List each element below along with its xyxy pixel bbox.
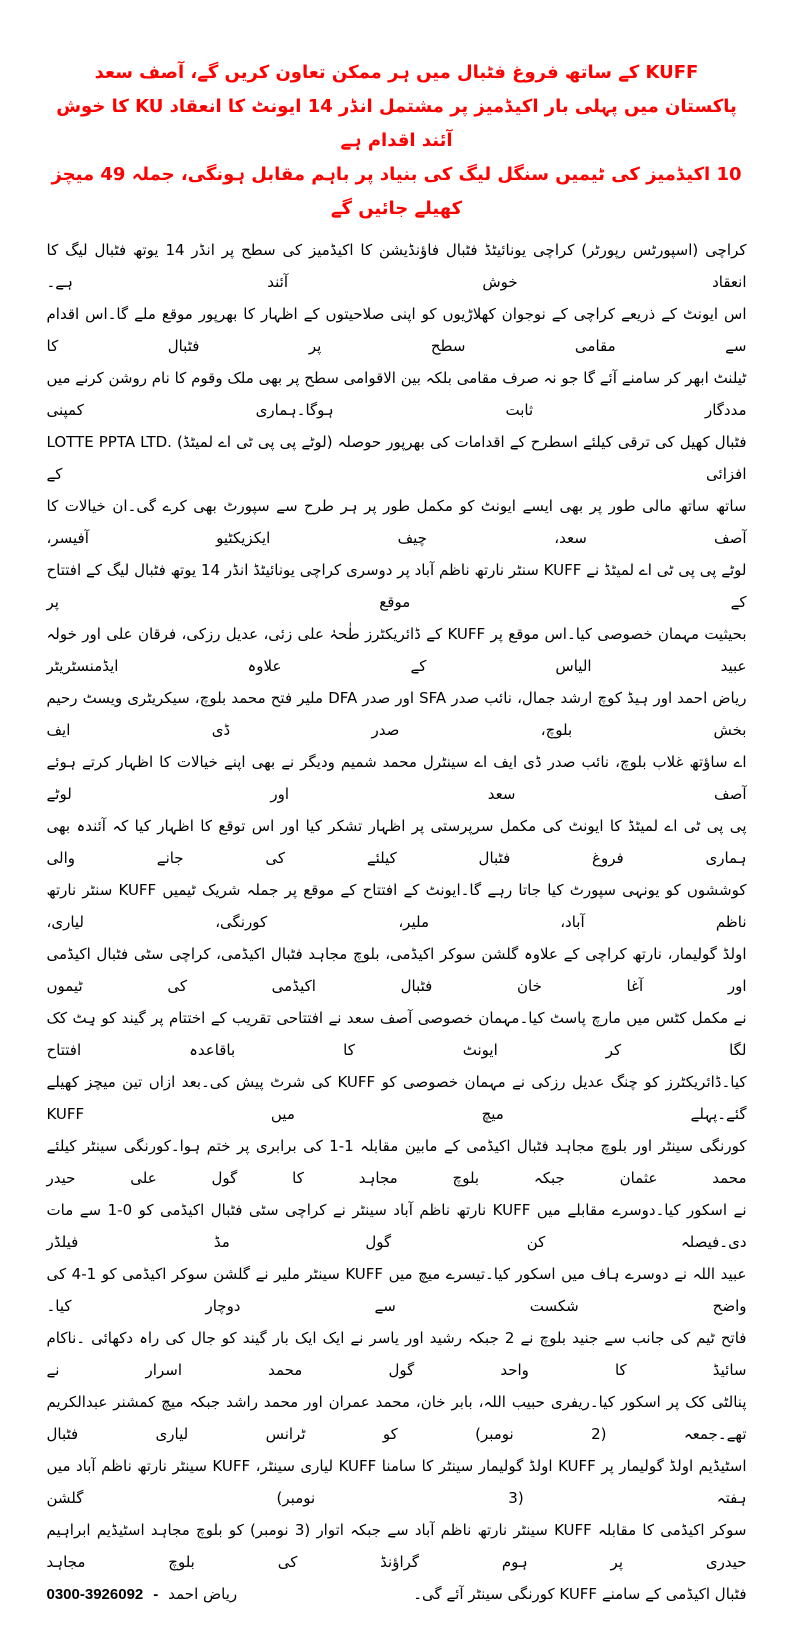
byline-separator: -	[153, 1586, 159, 1603]
article-footer	[47, 1578, 747, 1611]
article-line: کیا۔ڈائریکٹرز کو چنگ عدیل رزکی نے مہمان خصوصی کو KUFF کی شرٹ پیش کی۔بعد ازاں تین میچز کھیلے گئے۔پہلے میچ میں KUFF	[46, 1073, 747, 1123]
headline-sub-2: 10 اکیڈمیز کی ٹیمیں سنگل لیگ کی بنیاد پر باہم مقابل ہونگی، جملہ 49 میچز کھیلے جائیں گے	[51, 164, 742, 219]
article-line: LOTTE PPTA LTD. (لوٹے پی پی ٹی اے لمیٹڈ) فٹبال کھیل کی ترقی کیلئے اسطرح کے اقدامات کی بھرپور حوصلہ افزائی کے	[46, 433, 747, 483]
article-line: نے مکمل کٹس میں مارچ پاسٹ کیا۔مہمان خصوصی آصف سعد نے افتتاحی تقریب کے اختتام پر گیند کو ہِٹ کک لگا کر ایونٹ کا باقاعدہ افتتاح	[46, 1009, 747, 1059]
article-line: سوکر اکیڈمی کا مقابلہ KUFF سینٹر نارتھ ناظم آباد سے جبکہ اتوار (3 نومبر) کو بلوچ مجاہد اسٹیڈیم ابراہیم حیدری پر ہوم گراؤنڈ کی بلوچ مجاہد	[46, 1521, 747, 1571]
news-article-page	[47, 0, 747, 1651]
article-line: نے اسکور کیا۔دوسرے مقابلے میں KUFF نارتھ ناظم آباد سینٹر نے کراچی سٹی فٹبال اکیڈمی کو 0-1 سے مات دی۔فیصلہ کن گول مڈ فیلڈر	[46, 1201, 747, 1251]
headlines-block	[47, 56, 747, 226]
article-line: ریاض احمد اور ہیڈ کوچ ارشد جمال، نائب صدر SFA اور صدر DFA ملیر فتح محمد بلوچ، سیکریٹری ویسٹ رحیم بخش بلوچ، صدر ڈی ایف	[46, 689, 747, 739]
article-line: کورنگی سینٹر اور بلوچ مجاہد فٹبال اکیڈمی کے مابین مقابلہ 1-1 کی برابری پر ختم ہوا۔کورنگی سینٹر کیلئے محمد عثمان جبکہ بلوچ مجاہد کا گول علی حیدر	[46, 1137, 747, 1187]
article-closing-line: فٹبال اکیڈمی کے سامنے KUFF کورنگی سینٹر آئے گی۔	[413, 1585, 747, 1603]
article-line: ساتھ ساتھ مالی طور پر بھی ایسے ایونٹ کو مکمل طور پر ہر طرح سے سپورٹ بھی کرے گی۔ان خیالات کا آصف سعد، چیف ایکزیکٹیو آفیسر،	[46, 497, 747, 547]
article-line: پنالٹی کک پر اسکور کیا۔ریفری حبیب اللہ، بابر خان، محمد عمران اور محمد راشد جبکہ میچ کمشنر عبدالکریم تھے۔جمعہ (2 نومبر) کو ٹرانس لیاری فٹبال	[46, 1393, 747, 1443]
article-line: اس ایونٹ کے ذریعے کراچی کے نوجوان کھلاڑیوں کو اپنی صلاحیتوں کے اظہار کا بھرپور موقع ملے گا۔اس اقدام سے مقامی سطح پر فٹبال کا	[46, 305, 747, 355]
reporter-name: ریاض احمد	[168, 1585, 238, 1603]
headline-sub-1: پاکستان میں پہلی بار اکیڈمیز پر مشتمل انڈر 14 ایونٹ کا انعقاد KU کا خوش آئند اقدام ہے	[56, 96, 737, 151]
article-line: ٹیلنٹ ابھر کر سامنے آئے گا جو نہ صرف مقامی بلکہ بین الاقوامی سطح پر بھی ملک وقوم کا نام روشن کرنے میں مددگار ثابت ہوگا۔ہماری کمپنی	[46, 369, 747, 419]
article-body	[47, 234, 747, 1578]
article-line: اے ساؤتھ غلاب بلوچ، نائب صدر ڈی ایف اے سینٹرل محمد شمیم ودیگر نے بھی اپنے خیالات کا اظہار کرتے ہوئے آصف سعد اور لوٹے	[46, 753, 747, 803]
article-line: فاتح ٹیم کی جانب سے جنید بلوچ نے 2 جبکہ رشید اور یاسر نے ایک ایک بار گیند کو جال کی راہ دکھائی ۔ناکام سائیڈ کا واحد گول محمد اسرار نے	[46, 1329, 747, 1379]
reporter-phone: 0300-3926092	[46, 1586, 144, 1603]
headline-main: KUFF کے ساتھ فروغ فٹبال میں ہر ممکن تعاون کریں گے، آصف سعد	[94, 62, 699, 83]
article-line: عبید اللہ نے دوسرے ہاف میں اسکور کیا۔تیسرے میچ میں KUFF سینٹر ملیر نے گلشن سوکر اکیڈمی کو 1-4 کی واضح شکست سے دوچار کیا۔	[46, 1265, 747, 1315]
article-line: اولڈ گولیمار، نارتھ کراچی کے علاوہ گلشن سوکر اکیڈمی، بلوچ مجاہد فٹبال اکیڈمی، کراچی سٹی فٹبال اکیڈمی اور آغا خان فٹبال اکیڈمی کی ٹیموں	[46, 945, 747, 995]
article-line: اسٹیڈیم اولڈ گولیمار پر KUFF اولڈ گولیمار سینٹر کا سامنا KUFF لیاری سینٹر، KUFF سینٹر نارتھ ناظم آباد میں ہفتہ (3 نومبر) گلشن	[46, 1457, 747, 1507]
article-line: لوٹے پی پی ٹی اے لمیٹڈ نے KUFF سنٹر نارتھ ناظم آباد پر دوسری کراچی یونائیٹڈ انڈر 14 یوتھ فٹبال لیگ کے افتتاح کے موقع پر	[46, 561, 747, 611]
article-line: بحیثیت مہمان خصوصی کیا۔اس موقع پر KUFF کے ڈائریکٹرز طٰحہٰ علی زئی، عدیل رزکی، فرقان علی اور خولہ عبید الیاس کے علاوہ ایڈمنسٹریٹر	[46, 625, 747, 675]
article-line: کراچی (اسپورٹس رپورٹر) کراچی یونائیٹڈ فٹبال فاؤنڈیشن کا اکیڈمیز کی سطح پر انڈر 14 یوتھ فٹبال لیگ کا انعقاد خوش آئند ہے۔	[46, 241, 747, 291]
byline	[47, 1578, 238, 1611]
article-line: کوششوں کو یونہی سپورٹ کیا جاتا رہے گا۔ایونٹ کے افتتاح کے موقع پر جملہ شریک ٹیمیں KUFF سنٹر نارتھ ناظم آباد، ملیر، کورنگی، لیاری،	[46, 881, 747, 931]
article-line: پی پی ٹی اے لمیٹڈ کا ایونٹ کی مکمل سرپرستی پر اظہار تشکر کیا اور اس توقع کا اظہار کیا کہ آئندہ بھی ہماری فروغ فٹبال کیلئے کی جانے والی	[46, 817, 747, 867]
